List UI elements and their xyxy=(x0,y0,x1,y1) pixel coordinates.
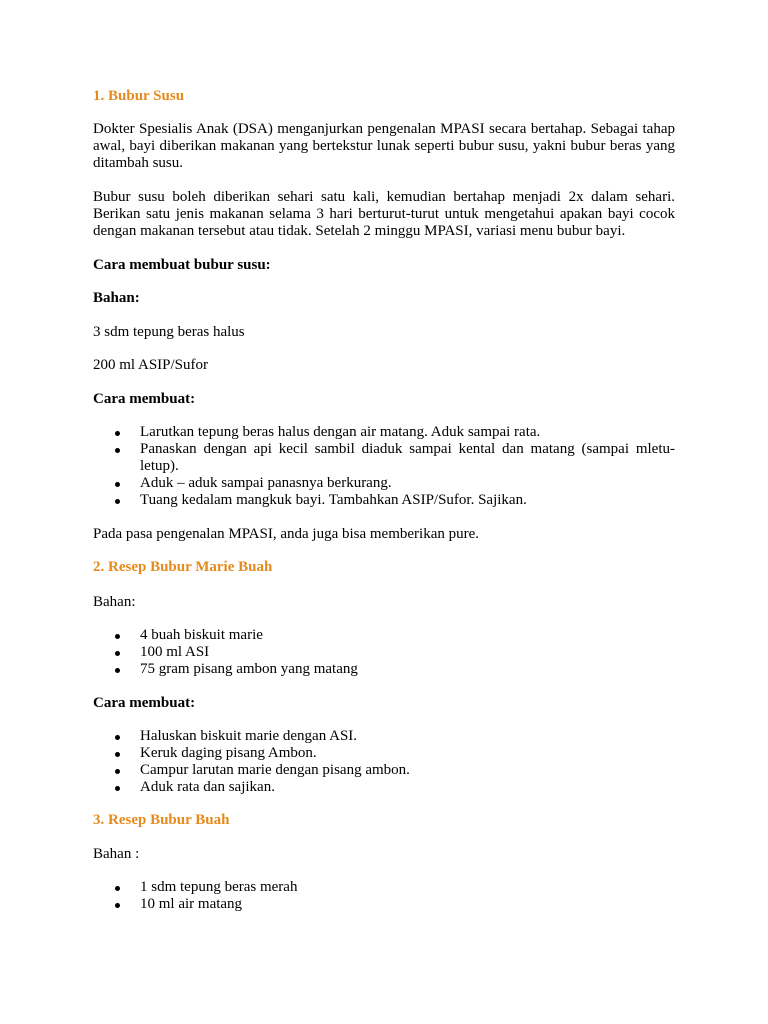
section-1-paragraph-1: Dokter Spesialis Anak (DSA) menganjurkan pengenalan MPASI secara bertahap. Sebagai tahap awal, bayi diberikan makanan yang bertekstur lunak seperti bubur susu, yakni bubur beras yang ditambah susu. xyxy=(93,121,675,171)
section-2-ingredients-list xyxy=(93,627,675,678)
bullet-icon xyxy=(115,786,120,791)
section-3-ingredients-list xyxy=(93,879,675,913)
list-item: 4 buah biskuit marie xyxy=(93,627,675,644)
list-item: 75 gram pisang ambon yang matang xyxy=(93,661,675,678)
bullet-icon xyxy=(115,752,120,757)
section-1-how-to-title: Cara membuat bubur susu: xyxy=(93,257,271,273)
section-2-steps-list xyxy=(93,728,675,796)
section-1-steps-label: Cara membuat: xyxy=(93,391,196,407)
bullet-icon xyxy=(115,769,120,774)
section-1-paragraph-2: Bubur susu boleh diberikan sehari satu kali, kemudian bertahap menjadi 2x dalam sehari. Berikan satu jenis makanan selama 3 hari berturut-turut untuk mengetahui apakan bayi cocok dengan makanan tersebut atau tidak. Setelah 2 minggu MPASI, variasi menu bubur bayi. xyxy=(93,189,675,239)
list-item: 10 ml air matang xyxy=(93,896,675,913)
bullet-icon xyxy=(115,499,120,504)
list-item: Panaskan dengan api kecil sambil diaduk sampai kental dan matang (sampai mletu-letup). xyxy=(93,441,675,475)
section-1-title: 1. Bubur Susu xyxy=(93,88,185,104)
section-1-ingredient-1: 3 sdm tepung beras halus xyxy=(93,324,245,340)
section-2-steps-label: Cara membuat: xyxy=(93,695,196,711)
section-1-steps-list xyxy=(93,424,675,509)
bullet-icon xyxy=(115,735,120,740)
list-item: Tuang kedalam mangkuk bayi. Tambahkan ASIP/Sufor. Sajikan. xyxy=(93,492,675,509)
list-item: Aduk rata dan sajikan. xyxy=(93,779,675,796)
section-1-ingredient-2: 200 ml ASIP/Sufor xyxy=(93,357,209,373)
list-item: Aduk – aduk sampai panasnya berkurang. xyxy=(93,475,675,492)
bullet-icon xyxy=(115,903,120,908)
section-2-title: 2. Resep Bubur Marie Buah xyxy=(93,559,273,575)
bullet-icon xyxy=(115,651,120,656)
section-3-ingredients-label: Bahan : xyxy=(93,846,140,862)
section-1-ingredients-label: Bahan: xyxy=(93,290,140,306)
section-2-ingredients-label: Bahan: xyxy=(93,594,136,610)
list-item: Keruk daging pisang Ambon. xyxy=(93,745,675,762)
list-item: Haluskan biskuit marie dengan ASI. xyxy=(93,728,675,745)
list-item: 100 ml ASI xyxy=(93,644,675,661)
list-item: Campur larutan marie dengan pisang ambon. xyxy=(93,762,675,779)
bullet-icon xyxy=(115,431,120,436)
list-item: Larutkan tepung beras halus dengan air matang. Aduk sampai rata. xyxy=(93,424,675,441)
bullet-icon xyxy=(115,634,120,639)
bullet-icon xyxy=(115,668,120,673)
bullet-icon xyxy=(115,482,120,487)
bullet-icon xyxy=(115,886,120,891)
section-3-title: 3. Resep Bubur Buah xyxy=(93,812,230,828)
list-item: 1 sdm tepung beras merah xyxy=(93,879,675,896)
section-1-note: Pada pasa pengenalan MPASI, anda juga bisa memberikan pure. xyxy=(93,526,480,542)
bullet-icon xyxy=(115,448,120,453)
